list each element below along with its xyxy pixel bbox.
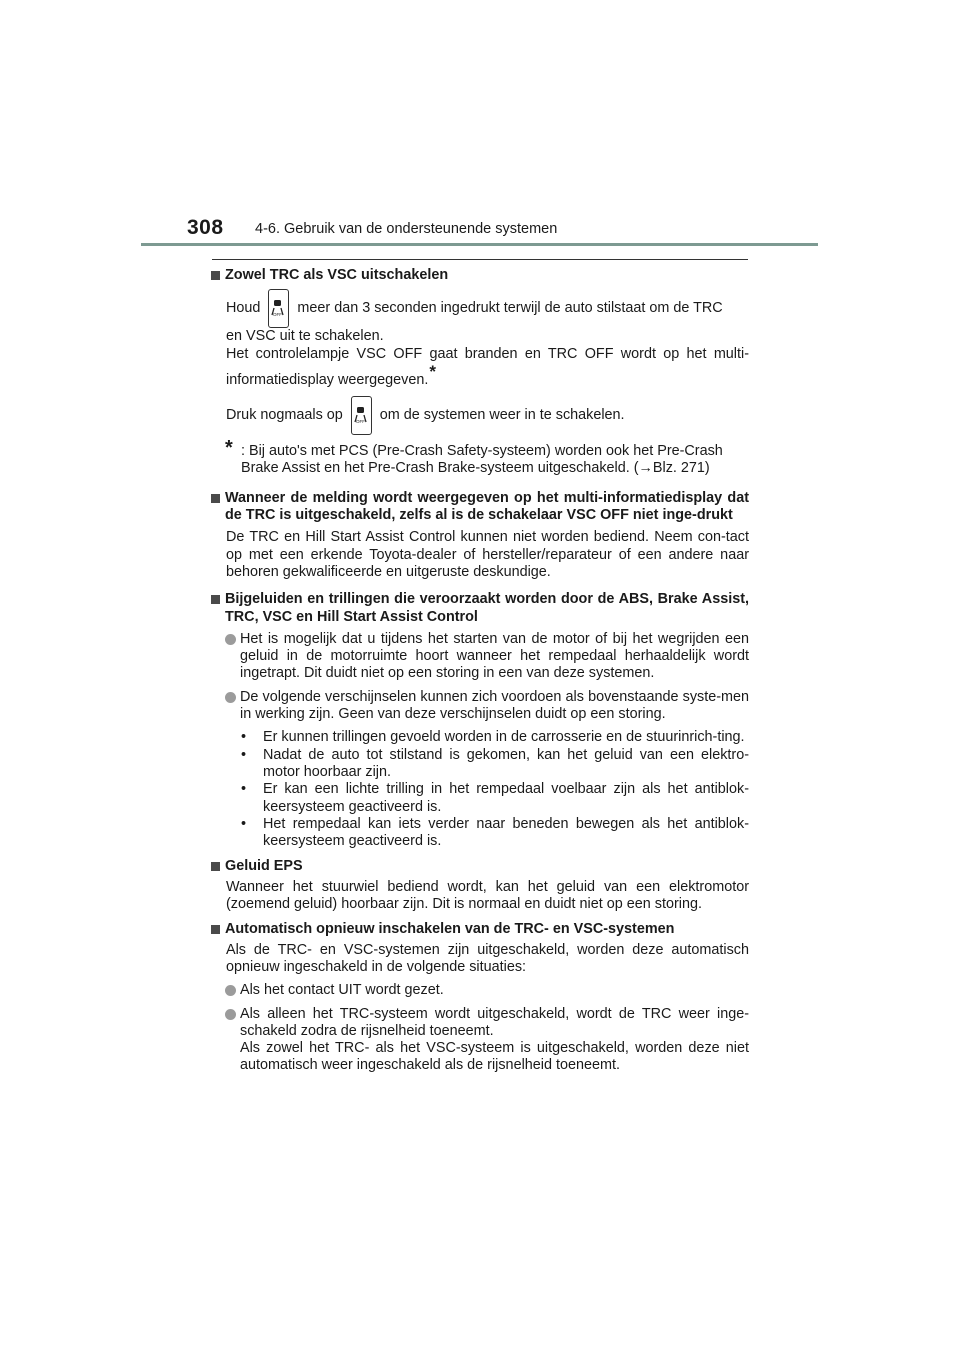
heading-eps-noise: Geluid EPS <box>211 858 749 875</box>
paragraph: Wanneer het stuurwiel bediend wordt, kan het geluid van een elektromotor (zoemend geluid) hoorbaar zijn. Dit is normaal en duidt niet op een storing. <box>226 878 749 913</box>
vsc-off-button-icon <box>351 396 372 435</box>
paragraph: De TRC en Hill Start Assist Control kunnen niet worden bediend. Neem con-tact op met een erkende Toyota-dealer of hersteller/reparateur of een andere naar behoren gekwalificeerde en uitgeruste deskundige. <box>226 529 749 580</box>
heading-square-icon <box>211 595 220 604</box>
instruction-press-again-row: Druk nogmaals op OFF om de systemen weer in te schakelen. <box>211 395 749 435</box>
heading-square-icon <box>211 271 220 280</box>
bullet-icon <box>225 692 236 703</box>
heading-square-icon <box>211 494 220 503</box>
heading-square-icon <box>211 925 220 934</box>
footnote: * : Bij auto's met PCS (Pre-Crash Safety-systeem) worden ook het Pre-Crash Brake Assist en het Pre-Crash Brake-systeem uitgeschakeld. (→Blz. 271) <box>225 437 723 477</box>
heading-trc-message: Wanneer de melding wordt weergegeven op het multi-informatiedisplay dat de TRC is uitgeschakeld, zelfs al is de schakelaar VSC OFF niet inge-drukt <box>211 490 749 525</box>
paragraph: Als de TRC- en VSC-systemen zijn uitgeschakeld, worden deze automatisch opnieuw ingeschakeld in de volgende situaties: <box>226 941 749 975</box>
heading-square-icon <box>211 862 220 871</box>
arrow-icon: → <box>638 460 653 477</box>
list-item: Het is mogelijk dat u tijdens het starten van de motor of bij het wegrijden een geluid in de motorruimte hoort wanneer het rempedaal herhaaldelijk wordt ingetrapt. Dit duidt niet op een storing in een van deze systemen. <box>211 631 749 683</box>
bullet-icon <box>225 634 236 645</box>
svg-text:OFF: OFF <box>355 418 365 424</box>
footnote-star: * <box>225 437 233 460</box>
bullet-icon <box>225 1009 236 1020</box>
indicator-description: Het controlelampje VSC OFF gaat branden en TRC OFF wordt op het multi-informatiedisplay weergegeven.* <box>226 345 749 388</box>
instruction-hold-row: Houd OFF meer dan 3 seconden ingedrukt terwijl de auto stilstaat om de TRC <box>211 288 749 328</box>
svg-text:OFF: OFF <box>273 312 283 317</box>
instruction-line: en VSC uit te schakelen. <box>226 328 384 345</box>
sub-list-item: • Het rempedaal kan iets verder naar beneden bewegen als het antiblok-keersysteem geactiveerd is. <box>241 815 749 850</box>
content-rule <box>212 259 748 260</box>
footnote-star: * <box>429 361 437 381</box>
list-item: Als het contact UIT wordt gezet. <box>211 982 749 999</box>
page-reference-link[interactable]: Blz. 271) <box>652 460 710 477</box>
vsc-off-button-icon <box>268 289 289 328</box>
heading-auto-reenable: Automatisch opnieuw inschakelen van de TRC- en VSC-systemen <box>211 921 749 938</box>
section-title: 4-6. Gebruik van de ondersteunende systemen <box>255 221 558 237</box>
sub-list-item: • Nadat de auto tot stilstand is gekomen, kan het geluid van een elektro-motor hoorbaar zijn. <box>241 746 749 780</box>
page-content <box>211 267 749 1075</box>
sub-list-item: • Er kunnen trillingen gevoeld worden in de carrosserie en de stuurinrich-ting. <box>241 729 745 746</box>
header-rule <box>141 243 818 246</box>
list-item: Als alleen het TRC-systeem wordt uitgeschakeld, wordt de TRC weer inge-schakeld zodra de rijsnelheid toeneemt. Als zowel het TRC- als het VSC-systeem is uitgeschakeld, worden deze niet automatisch weer ingeschakeld als de rijsnelheid toeneemt. <box>211 1006 749 1075</box>
page-number: 308 <box>187 216 224 239</box>
heading-disable-trc-vsc: Zowel TRC als VSC uitschakelen <box>211 267 749 284</box>
sub-list-item: • Er kan een lichte trilling in het rempedaal voelbaar zijn als het antiblok-keersysteem geactiveerd is. <box>241 781 749 815</box>
heading-noises-vibrations: Bijgeluiden en trillingen die veroorzaakt worden door de ABS, Brake Assist, TRC, VSC en Hill Start Assist Control <box>211 591 749 626</box>
bullet-icon <box>225 985 236 996</box>
list-item: De volgende verschijnselen kunnen zich voordoen als bovenstaande syste-men in werking zijn. Geen van deze verschijnselen duidt op een storing. <box>211 689 749 724</box>
